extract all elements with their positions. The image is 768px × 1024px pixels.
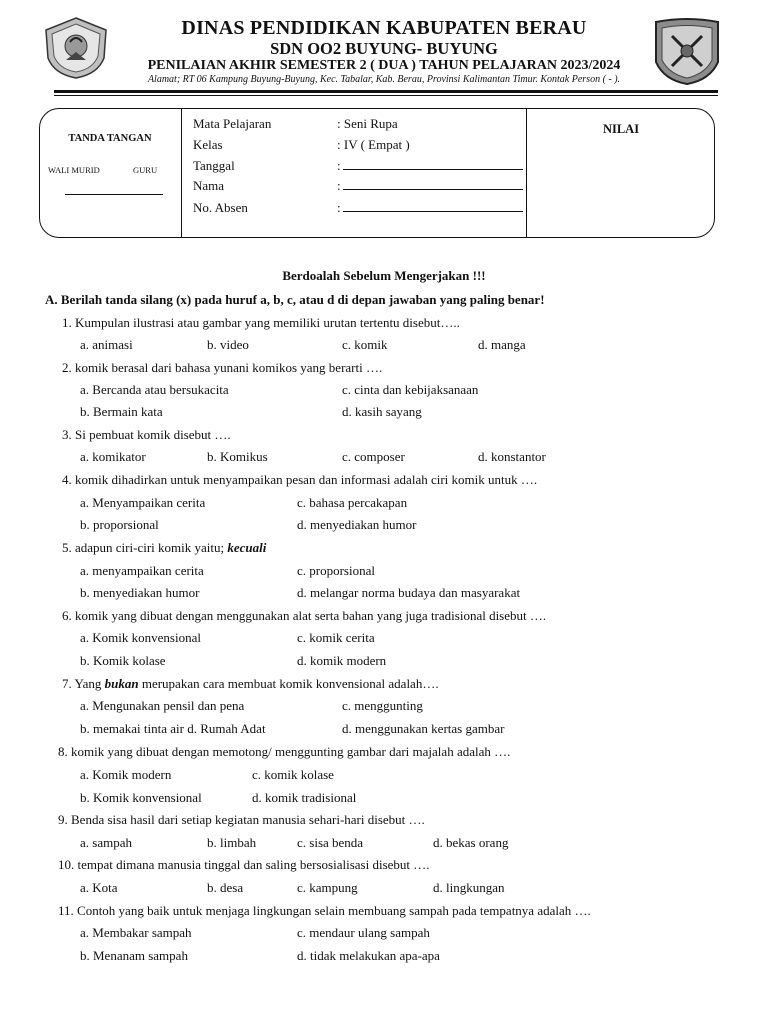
q8-option-a[interactable]: a. Komik modern bbox=[80, 767, 172, 782]
q10-option-b[interactable]: b. desa bbox=[207, 880, 244, 895]
header-divider-thick bbox=[54, 90, 718, 93]
q2-option-d[interactable]: d. kasih sayang bbox=[342, 404, 422, 419]
no-absen-blank-line[interactable] bbox=[343, 200, 523, 212]
q7-option-a[interactable]: a. Mengunakan pensil dan pena bbox=[80, 698, 245, 713]
q4-option-d[interactable]: d. menyediakan humor bbox=[297, 517, 417, 532]
q2-option-c[interactable]: c. cinta dan kebijaksanaan bbox=[342, 382, 479, 397]
field-label-mata-pelajaran: Mata Pelajaran bbox=[193, 116, 272, 131]
q11-option-a[interactable]: a. Membakar sampah bbox=[80, 925, 192, 940]
q1-option-a[interactable]: a. animasi bbox=[80, 337, 133, 352]
q5-text: 5. adapun ciri-ciri komik yaitu; bbox=[62, 540, 228, 555]
q7-option-c[interactable]: c. menggunting bbox=[342, 698, 423, 713]
q6-option-b[interactable]: b. Komik kolase bbox=[80, 653, 166, 668]
info-box-divider-left bbox=[181, 108, 182, 238]
q2-option-a[interactable]: a. Bercanda atau bersukacita bbox=[80, 382, 229, 397]
q4-option-c[interactable]: c. bahasa percakapan bbox=[297, 495, 408, 510]
q8-option-d[interactable]: d. komik tradisional bbox=[252, 790, 357, 805]
field-value-kelas: : IV ( Empat ) bbox=[337, 137, 410, 152]
q5-emphasis: kecuali bbox=[227, 540, 267, 555]
question-4: 4. komik dihadirkan untuk menyampaikan pesan dan informasi adalah ciri komik untuk …. bbox=[62, 472, 538, 487]
q5-option-d[interactable]: d. melangar norma budaya dan masyarakat bbox=[297, 585, 521, 600]
info-box-divider-right bbox=[526, 108, 527, 238]
field-label-nama: Nama bbox=[193, 178, 225, 193]
q7-text-after: merupakan cara membuat komik konvensional adalah…. bbox=[138, 676, 439, 691]
q9-option-a[interactable]: a. sampah bbox=[80, 835, 132, 850]
q4-option-a[interactable]: a. Menyampaikan cerita bbox=[80, 495, 206, 510]
question-11: 11. Contoh yang baik untuk menjaga lingkungan selain membuang sampah pada tempatnya adalah …. bbox=[58, 903, 591, 918]
q1-option-b[interactable]: b. video bbox=[207, 337, 249, 352]
q6-option-d[interactable]: d. komik modern bbox=[297, 653, 387, 668]
question-3: 3. Si pembuat komik disebut …. bbox=[62, 427, 231, 442]
nama-blank-line[interactable] bbox=[343, 178, 523, 190]
agency-title: DINAS PENDIDIKAN KABUPATEN BERAU bbox=[181, 17, 587, 39]
question-5 bbox=[62, 540, 266, 556]
q3-option-b[interactable]: b. Komikus bbox=[207, 449, 268, 464]
q5-option-b[interactable]: b. menyediakan humor bbox=[80, 585, 200, 600]
signature-line[interactable] bbox=[65, 194, 163, 195]
section-a-instruction: A. Berilah tanda silang (x) pada huruf a, b, c, atau d di depan jawaban yang paling benar! bbox=[45, 292, 545, 307]
q9-option-c[interactable]: c. sisa benda bbox=[297, 835, 364, 850]
q11-option-b[interactable]: b. Menanam sampah bbox=[80, 948, 188, 963]
q7-text: 7. Yang bbox=[62, 676, 105, 691]
q10-option-c[interactable]: c. kampung bbox=[297, 880, 358, 895]
tanggal-blank-line[interactable] bbox=[343, 158, 523, 170]
q9-option-b[interactable]: b. limbah bbox=[207, 835, 257, 850]
q3-option-d[interactable]: d. konstantor bbox=[478, 449, 546, 464]
q6-option-a[interactable]: a. Komik konvensional bbox=[80, 630, 201, 645]
field-value-no-absen[interactable] bbox=[337, 200, 523, 216]
question-9: 9. Benda sisa hasil dari setiap kegiatan manusia sehari-hari disebut …. bbox=[58, 812, 425, 827]
q6-option-c[interactable]: c. komik cerita bbox=[297, 630, 375, 645]
q5-option-c[interactable]: c. proporsional bbox=[297, 563, 375, 578]
q7-option-b[interactable]: b. memakai tinta air d. Rumah Adat bbox=[80, 721, 266, 736]
field-value-tanggal[interactable] bbox=[337, 158, 523, 174]
question-7 bbox=[62, 676, 439, 692]
q3-option-a[interactable]: a. komikator bbox=[80, 449, 146, 464]
q10-option-a[interactable]: a. Kota bbox=[80, 880, 118, 895]
q11-option-c[interactable]: c. mendaur ulang sampah bbox=[297, 925, 430, 940]
school-address: Alamat; RT 06 Kampung Buyung-Buyung, Kec. Tabalar, Kab. Berau, Provinsi Kalimantan Timur. Kontak Person ( - ). bbox=[147, 74, 621, 85]
question-6: 6. komik yang dibuat dengan menggunakan alat serta bahan yang juga tradisional disebut …. bbox=[62, 608, 547, 623]
q1-option-c[interactable]: c. komik bbox=[342, 337, 388, 352]
field-label-kelas: Kelas bbox=[193, 137, 223, 152]
q10-option-d[interactable]: d. lingkungan bbox=[433, 880, 505, 895]
q7-emphasis: bukan bbox=[104, 676, 139, 691]
q8-option-c[interactable]: c. komik kolase bbox=[252, 767, 334, 782]
q7-option-d[interactable]: d. menggunakan kertas gambar bbox=[342, 721, 505, 736]
q2-option-b[interactable]: b. Bermain kata bbox=[80, 404, 163, 419]
q9-option-d[interactable]: d. bekas orang bbox=[433, 835, 509, 850]
field-colon: : bbox=[337, 178, 341, 193]
q3-option-c[interactable]: c. composer bbox=[342, 449, 405, 464]
question-10: 10. tempat dimana manusia tinggal dan saling bersosialisasi disebut …. bbox=[58, 857, 430, 872]
q8-option-b[interactable]: b. Komik konvensional bbox=[80, 790, 202, 805]
q11-option-d[interactable]: d. tidak melakukan apa-apa bbox=[297, 948, 440, 963]
field-value-nama[interactable] bbox=[337, 178, 523, 194]
field-colon: : bbox=[337, 158, 341, 173]
field-colon: : bbox=[337, 200, 341, 215]
school-name: SDN OO2 BUYUNG- BUYUNG bbox=[270, 39, 498, 58]
q1-option-d[interactable]: d. manga bbox=[478, 337, 526, 352]
q5-option-a[interactable]: a. menyampaikan cerita bbox=[80, 563, 204, 578]
field-label-tanggal: Tanggal bbox=[193, 158, 235, 173]
header-divider-thin bbox=[54, 95, 718, 96]
q4-option-b[interactable]: b. proporsional bbox=[80, 517, 159, 532]
exam-title: PENILAIAN AKHIR SEMESTER 2 ( DUA ) TAHUN PELAJARAN 2023/2024 bbox=[147, 58, 621, 73]
question-1: 1. Kumpulan ilustrasi atau gambar yang memiliki urutan tertentu disebut….. bbox=[62, 315, 460, 330]
prayer-note: Berdoalah Sebelum Mengerjakan !!! bbox=[282, 268, 486, 283]
nilai-label: NILAI bbox=[602, 122, 640, 136]
wali-murid-label: WALI MURID bbox=[48, 165, 100, 175]
signature-title: TANDA TANGAN bbox=[68, 133, 152, 144]
field-value-mata-pelajaran: : Seni Rupa bbox=[337, 116, 398, 131]
question-2: 2. komik berasal dari bahasa yunani komikos yang berarti …. bbox=[62, 360, 383, 375]
guru-label: GURU bbox=[133, 165, 158, 175]
field-label-no-absen: No. Absen bbox=[193, 200, 248, 215]
question-8: 8. komik yang dibuat dengan memotong/ menggunting gambar dari majalah adalah …. bbox=[58, 744, 511, 759]
